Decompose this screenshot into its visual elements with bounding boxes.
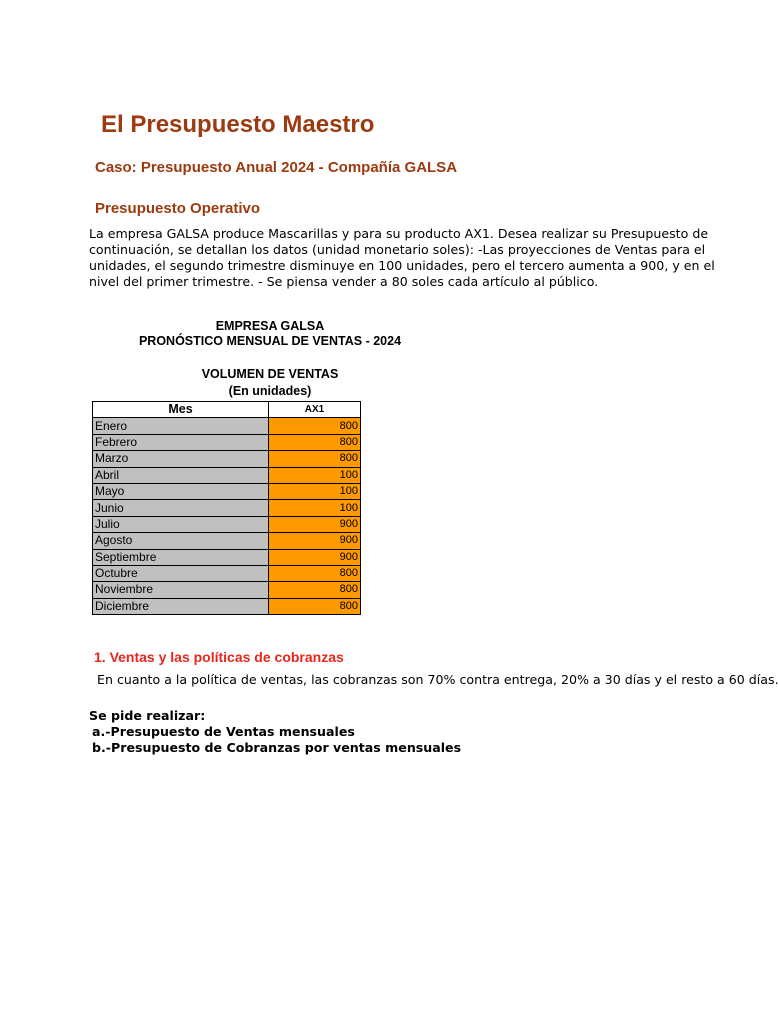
month-cell: Julio bbox=[93, 516, 269, 532]
table-row bbox=[93, 467, 361, 483]
section-heading-operativo: Presupuesto Operativo bbox=[95, 200, 261, 217]
units-cell: 800 bbox=[269, 451, 361, 467]
units-cell: 100 bbox=[269, 500, 361, 516]
table-header-row bbox=[93, 402, 361, 418]
table-row bbox=[93, 582, 361, 598]
document-title: El Presupuesto Maestro bbox=[101, 111, 375, 138]
units-cell: 800 bbox=[269, 565, 361, 581]
intro-paragraph-line: La empresa GALSA produce Mascarillas y para su producto AX1. Desea realizar su Presupuesto de bbox=[89, 226, 709, 241]
table-row bbox=[93, 451, 361, 467]
intro-paragraph-line: unidades, el segundo trimestre disminuye en 100 unidades, pero el tercero aumenta a 900, y en el bbox=[89, 258, 715, 273]
units-cell: 100 bbox=[269, 483, 361, 499]
sales-volume-table bbox=[92, 401, 361, 615]
table-row bbox=[93, 516, 361, 532]
month-cell: Junio bbox=[93, 500, 269, 516]
month-cell: Noviembre bbox=[93, 582, 269, 598]
units-cell: 900 bbox=[269, 516, 361, 532]
policy-text: En cuanto a la política de ventas, las cobranzas son 70% contra entrega, 20% a 30 días y el resto a 60 días. bbox=[97, 672, 779, 687]
table-row bbox=[93, 434, 361, 450]
intro-paragraph-line: nivel del primer trimestre. - Se piensa vender a 80 soles cada artículo al público. bbox=[89, 274, 599, 289]
table-row bbox=[93, 533, 361, 549]
volume-units-label: (En unidades) bbox=[228, 384, 312, 398]
month-cell: Marzo bbox=[93, 451, 269, 467]
month-cell: Enero bbox=[93, 418, 269, 434]
table-row bbox=[93, 598, 361, 614]
month-cell: Mayo bbox=[93, 483, 269, 499]
company-name-heading: EMPRESA GALSA bbox=[215, 319, 325, 333]
month-cell: Octubre bbox=[93, 565, 269, 581]
column-header-month: Mes bbox=[93, 402, 269, 418]
section-heading-ventas: 1. Ventas y las políticas de cobranzas bbox=[94, 649, 344, 665]
requirement-item-a: a.-Presupuesto de Ventas mensuales bbox=[92, 724, 355, 739]
case-subtitle: Caso: Presupuesto Anual 2024 - Compañía GALSA bbox=[95, 159, 458, 176]
month-cell: Febrero bbox=[93, 434, 269, 450]
units-cell: 900 bbox=[269, 549, 361, 565]
forecast-title: PRONÓSTICO MENSUAL DE VENTAS - 2024 bbox=[138, 334, 402, 348]
units-cell: 800 bbox=[269, 418, 361, 434]
volume-title: VOLUMEN DE VENTAS bbox=[201, 367, 339, 381]
table-row bbox=[93, 418, 361, 434]
month-cell: Diciembre bbox=[93, 598, 269, 614]
intro-paragraph-line: continuación, se detallan los datos (unidad monetario soles): -Las proyecciones de Ventas para el bbox=[89, 242, 706, 257]
units-cell: 100 bbox=[269, 467, 361, 483]
units-cell: 800 bbox=[269, 582, 361, 598]
column-header-product: AX1 bbox=[269, 402, 361, 418]
table-row bbox=[93, 565, 361, 581]
units-cell: 800 bbox=[269, 434, 361, 450]
requirements-heading: Se pide realizar: bbox=[89, 708, 206, 723]
month-cell: Agosto bbox=[93, 533, 269, 549]
month-cell: Septiembre bbox=[93, 549, 269, 565]
units-cell: 800 bbox=[269, 598, 361, 614]
table-row bbox=[93, 549, 361, 565]
table-row bbox=[93, 483, 361, 499]
month-cell: Abril bbox=[93, 467, 269, 483]
table-row bbox=[93, 500, 361, 516]
requirement-item-b: b.-Presupuesto de Cobranzas por ventas mensuales bbox=[92, 740, 462, 755]
units-cell: 900 bbox=[269, 533, 361, 549]
